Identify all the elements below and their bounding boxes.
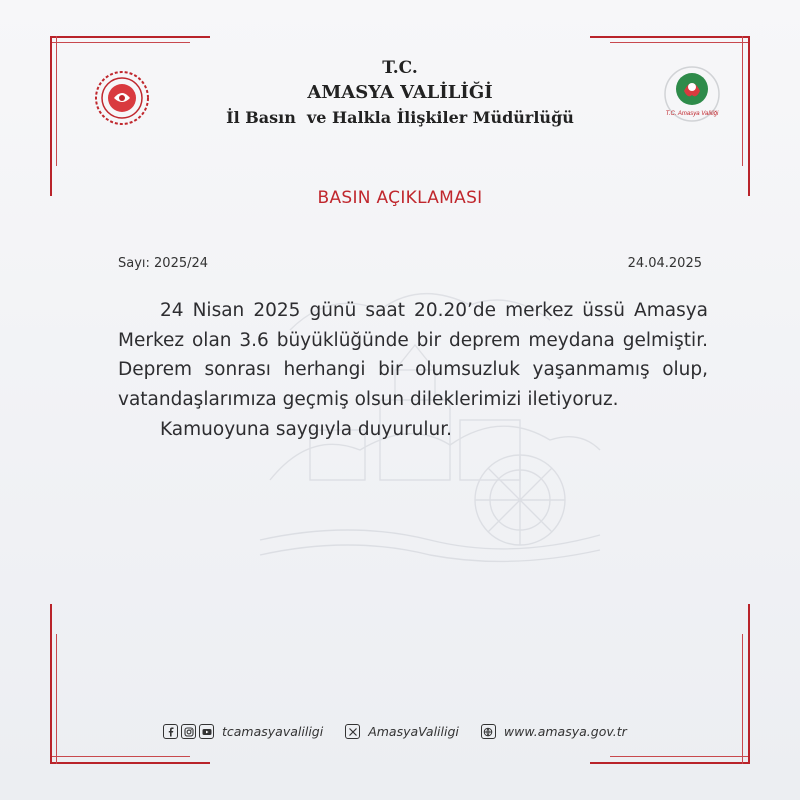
- frame-top-left-h2: [50, 42, 190, 43]
- frame-bottom-left-v2: [56, 634, 57, 764]
- social-handle-link[interactable]: tcamasyavaliligi: [222, 724, 324, 739]
- statement-body: [118, 296, 708, 445]
- frame-top-right-h2: [610, 42, 750, 43]
- frame-bottom-right-v2: [742, 634, 743, 764]
- globe-icon[interactable]: [481, 724, 496, 739]
- x-group[interactable]: [345, 724, 459, 739]
- header-department: İl Basın ve Halkla İlişkiler Müdürlüğü: [226, 108, 574, 127]
- frame-top-left-h: [50, 36, 210, 38]
- youtube-icon[interactable]: [199, 724, 214, 739]
- instagram-icon[interactable]: [181, 724, 196, 739]
- x-handle-link[interactable]: AmasyaValiligi: [368, 724, 459, 739]
- frame-bottom-left-v: [50, 604, 52, 764]
- frame-bottom-left-h2: [50, 756, 190, 757]
- header-tc: T.C.: [382, 58, 418, 78]
- frame-bottom-right-h2: [610, 756, 750, 757]
- frame-bottom-left-h: [50, 762, 210, 764]
- x-icon[interactable]: [345, 724, 360, 739]
- footer: [163, 724, 649, 739]
- website-link[interactable]: www.amasya.gov.tr: [503, 724, 627, 739]
- website-group[interactable]: [481, 724, 627, 739]
- statement-paragraph: 24 Nisan 2025 günü saat 20.20’de merkez üssü Amasya Merkez olan 3.6 büyüklüğünde bir deprem meydana gelmiştir. Deprem sonrası herhangi bir olumsuzluk yaşanmamış olup, vatandaşlarımıza geçmiş olsun dileklerimizi iletiyoruz.: [118, 300, 708, 410]
- document-date: 24.04.2025: [627, 256, 702, 271]
- frame-bottom-right-h: [590, 762, 750, 764]
- facebook-icon[interactable]: [163, 724, 178, 739]
- svg-text:T.C. Amasya Valiliği: T.C. Amasya Valiliği: [665, 111, 719, 117]
- social-group[interactable]: [163, 724, 323, 739]
- header-governorship: AMASYA VALİLİĞİ: [307, 82, 493, 103]
- statement-closing: Kamuoyuna saygıyla duyurulur.: [160, 419, 453, 440]
- document-number: Sayı: 2025/24: [118, 256, 209, 271]
- frame-bottom-right-v: [748, 604, 750, 764]
- frame-top-right-h: [590, 36, 750, 38]
- page-title: BASIN AÇIKLAMASI: [317, 188, 483, 208]
